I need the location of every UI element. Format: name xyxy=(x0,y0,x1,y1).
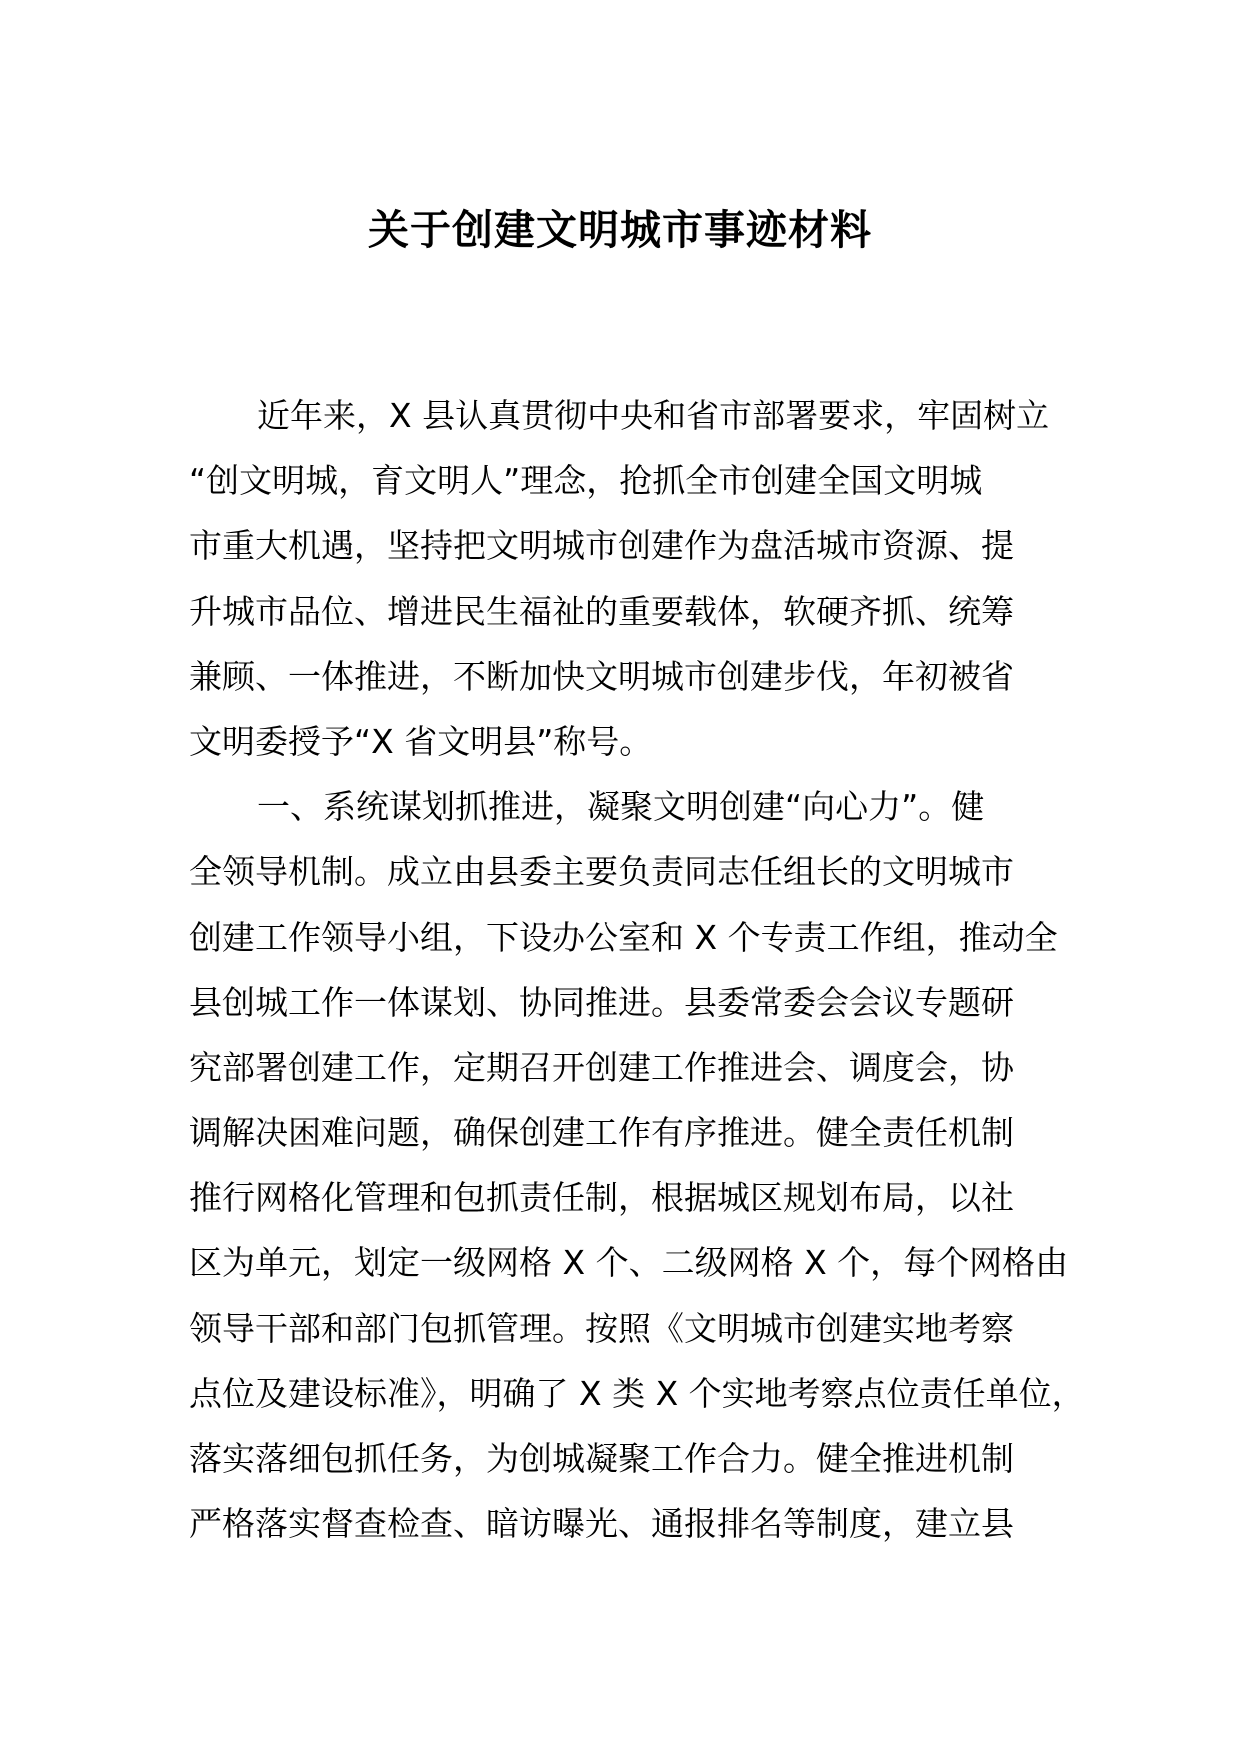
section-heading-line: 一、系统谋划抓推进，凝聚文明创建“向心力”。健 xyxy=(257,787,985,827)
paragraph-line: 全领导机制。成立由县委主要负责同志任组长的文明城市 xyxy=(189,852,1014,892)
paragraph-line: 兼顾、一体推进，不断加快文明城市创建步伐，年初被省 xyxy=(189,656,1014,696)
paragraph-line: 落实落细包抓任务，为创城凝聚工作合力。健全推进机制 xyxy=(189,1439,1014,1478)
document-title: 关于创建文明城市事迹材料 xyxy=(368,206,872,254)
paragraph-line: 推行网格化管理和包抓责任制，根据城区规划布局，以社 xyxy=(189,1178,1014,1218)
paragraph-line: 领导干部和部门包抓管理。按照《文明城市创建实地考察 xyxy=(189,1308,1014,1348)
document-body xyxy=(189,383,1085,1556)
paragraph-line: 近年来，X 县认真贯彻中央和省市部署要求，牢固树立 xyxy=(257,396,1050,435)
paragraph-line: 县创城工作一体谋划、协同推进。县委常委会会议专题研 xyxy=(189,982,1014,1022)
paragraph-line: “创文明城，育文明人”理念，抢抓全市创建全国文明城 xyxy=(189,461,983,501)
paragraph-line: 点位及建设标准》，明确了 X 类 X 个实地考察点位责任单位， xyxy=(189,1373,1085,1413)
paragraph-line: 究部署创建工作，定期召开创建工作推进会、调度会，协 xyxy=(189,1047,1014,1087)
paragraph-line: 调解决困难问题，确保创建工作有序推进。健全责任机制 xyxy=(189,1113,1014,1153)
paragraph-line: 文明委授予“X 省文明县”称号。 xyxy=(189,721,653,761)
paragraph-line: 市重大机遇，坚持把文明城市创建作为盘活城市资源、提 xyxy=(189,526,1014,566)
paragraph-line: 区为单元，划定一级网格 X 个、二级网格 X 个，每个网格由 xyxy=(189,1243,1069,1283)
paragraph-line: 严格落实督查检查、暗访曝光、通报排名等制度，建立县 xyxy=(189,1504,1014,1544)
paragraph-line: 创建工作领导小组，下设办公室和 X 个专责工作组，推动全 xyxy=(189,917,1058,957)
paragraph-line: 升城市品位、增进民生福祉的重要载体，软硬齐抓、统筹 xyxy=(189,591,1014,631)
